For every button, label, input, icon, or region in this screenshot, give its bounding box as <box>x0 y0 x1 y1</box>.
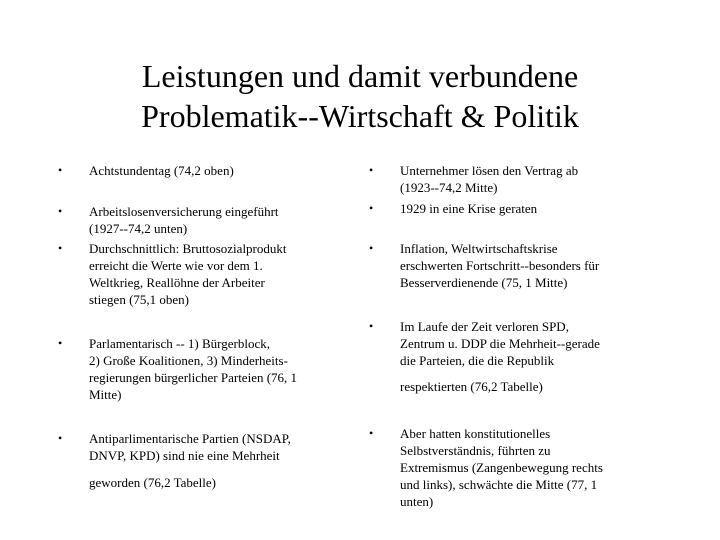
text-line: Achtstundentag (74,2 oben) <box>89 163 234 178</box>
text-line: Inflation, Weltwirtschaftskrise <box>400 241 558 256</box>
text-line: Weltkrieg, Reallöhne der Arbeiter <box>89 275 265 290</box>
text-line: Unternehmer lösen den Vertrag ab <box>400 163 579 178</box>
bullet-text <box>89 430 343 464</box>
bullet-dot: • <box>58 431 63 445</box>
bullet-dot: • <box>369 319 374 333</box>
bullet-text <box>400 200 656 217</box>
bullet-text <box>89 203 343 237</box>
bullet-text <box>400 162 656 196</box>
text-line: erschwerten Fortschritt--besonders für <box>400 258 600 273</box>
text-line: stiegen (75,1 oben) <box>89 292 190 307</box>
text-line: unten) <box>400 494 434 509</box>
bullet-dot: • <box>58 336 63 350</box>
title-line-2: Problematik--Wirtschaft & Politik <box>141 98 579 134</box>
bullet-dot: • <box>369 241 374 255</box>
bullet-dot: • <box>58 241 63 255</box>
text-line: Arbeitslosenversicherung eingeführt <box>89 204 279 219</box>
bullet-text <box>400 425 656 510</box>
text-line: und links), schwächte die Mitte (77, 1 <box>400 477 598 492</box>
text-line: Zentrum u. DDP die Mehrheit--gerade <box>400 336 600 351</box>
bullet-dot: • <box>58 163 63 177</box>
right-bullet-4-continuation: respektierten (76,2 Tabelle) <box>400 379 543 394</box>
bullet-text <box>89 240 343 308</box>
slide-title <box>0 56 720 136</box>
text-line: Aber hatten konstitutionelles <box>400 426 551 441</box>
title-line-1: Leistungen und damit verbundene <box>141 58 579 94</box>
text-line: erreicht die Werte wie vor dem 1. <box>89 258 263 273</box>
left-bullet-5-continuation: geworden (76,2 Tabelle) <box>89 475 216 490</box>
text-line: Durchschnittlich: Bruttosozialprodukt <box>89 241 287 256</box>
bullet-dot: • <box>369 201 374 215</box>
bullet-text <box>400 240 656 291</box>
bullet-text <box>400 318 656 369</box>
text-line: Mitte) <box>89 387 122 402</box>
text-line: 1929 in eine Krise geraten <box>400 201 538 216</box>
text-line: regierungen bürgerlicher Parteien (76, 1 <box>89 370 298 385</box>
bullet-text <box>89 335 343 403</box>
text-line: Extremismus (Zangenbewegung rechts <box>400 460 603 475</box>
text-line: Selbstverständnis, führten zu <box>400 443 551 458</box>
bullet-dot: • <box>369 163 374 177</box>
text-line: (1927--74,2 unten) <box>89 221 188 236</box>
text-line: Im Laufe der Zeit verloren SPD, <box>400 319 569 334</box>
text-line: (1923--74,2 Mitte) <box>400 180 498 195</box>
text-line: die Parteien, die die Republik <box>400 353 555 368</box>
bullet-text <box>89 162 343 179</box>
bullet-dot: • <box>369 426 374 440</box>
text-line: 2) Große Koalitionen, 3) Minderheits- <box>89 353 288 368</box>
text-line: Antiparlimentarische Partien (NSDAP, <box>89 431 291 446</box>
bullet-dot: • <box>58 204 63 218</box>
text-line: DNVP, KPD) sind nie eine Mehrheit <box>89 448 280 463</box>
text-line: Besserverdienende (75, 1 Mitte) <box>400 275 568 290</box>
text-line: Parlamentarisch -- 1) Bürgerblock, <box>89 336 270 351</box>
